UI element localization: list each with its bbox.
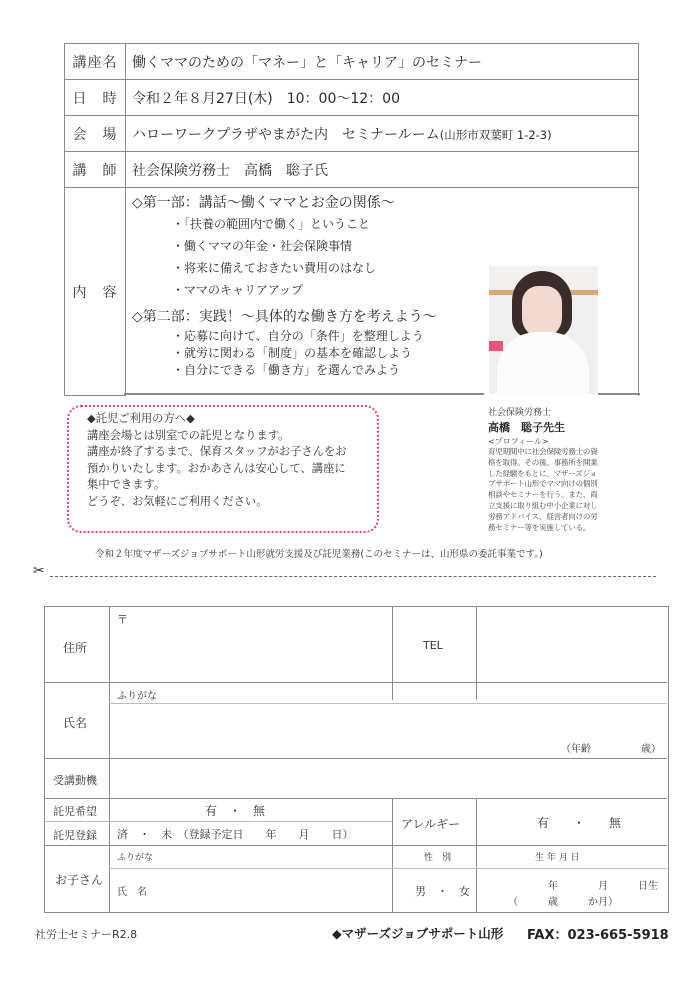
child-furigana-label: ふりがな bbox=[117, 853, 154, 863]
form-divider bbox=[109, 703, 667, 704]
profile-line: 立支援に取り組む中小企業に対し bbox=[488, 500, 598, 510]
venue-name: ハローワークプラザやまがた内 セミナールーム bbox=[132, 126, 440, 143]
instructor-photo bbox=[489, 266, 598, 394]
row-venue bbox=[65, 116, 639, 152]
form-divider bbox=[45, 798, 667, 799]
motivation-field[interactable] bbox=[115, 761, 663, 795]
birthdate-label: 生 年 月 日 bbox=[535, 853, 580, 863]
gender-label: 性 別 bbox=[424, 853, 452, 863]
allergy-options[interactable]: 有 ・ 無 bbox=[537, 816, 622, 830]
venue bbox=[126, 116, 639, 152]
profile-line: 育児期間中に社会保険労務士の資 bbox=[488, 447, 598, 456]
form-divider bbox=[45, 821, 392, 822]
age-field[interactable]: （年齢 歳） bbox=[561, 744, 661, 755]
part1-item: ・将来に備えておきたい費用のはなし bbox=[172, 261, 377, 275]
name-field[interactable] bbox=[115, 706, 545, 754]
form-divider bbox=[476, 798, 477, 912]
child-name-field[interactable] bbox=[155, 872, 385, 908]
gender-options[interactable]: 男 ・ 女 bbox=[415, 885, 470, 898]
part2-item: ・自分にできる「働き方」を選んでみよう bbox=[172, 363, 401, 377]
childcare-notice bbox=[67, 405, 379, 533]
form-divider bbox=[45, 845, 667, 846]
instructor-profile bbox=[488, 405, 613, 533]
scissors-icon: ✂ bbox=[33, 563, 45, 579]
footnote: 令和２年度マザーズジョブサポート山形就労支援及び託児業務(このセミナーは、山形県の委託事業です。) bbox=[95, 549, 543, 560]
childcare-request-options[interactable]: 有 ・ 無 bbox=[205, 804, 266, 818]
child-age-field[interactable]: （ 歳 か月） bbox=[508, 897, 618, 908]
childcare-line: 講座が終了するまで、保育スタッフがお子さんをお bbox=[87, 445, 347, 459]
tel-label: TEL bbox=[423, 639, 443, 652]
name-label: 氏名 bbox=[63, 716, 88, 730]
part1-item: ・働くママの年金・社会保険事情 bbox=[172, 239, 353, 253]
organization-name: ◆マザーズジョブサポート山形 bbox=[332, 926, 504, 941]
form-divider bbox=[109, 868, 667, 869]
label-course-name: 講座名 bbox=[65, 44, 126, 80]
profile-line: 相談やセミナーを行う。また、両 bbox=[488, 490, 598, 500]
profile-line: ブサポート山形でママ向けの個別 bbox=[488, 479, 598, 489]
instructor-name: 高橋 聡子先生 bbox=[488, 421, 565, 434]
childcare-request-label: 託児希望 bbox=[53, 805, 97, 818]
row-datetime bbox=[65, 80, 639, 116]
form-divider bbox=[45, 682, 667, 683]
form-divider bbox=[392, 798, 393, 912]
form-divider bbox=[45, 758, 667, 759]
form-divider bbox=[109, 607, 110, 912]
document-code: 社労士セミナーR2.8 bbox=[35, 928, 138, 941]
address-label: 住所 bbox=[63, 641, 88, 655]
datetime: 令和２年８月27日(木) 10：00～12：00 bbox=[126, 80, 639, 116]
row-title bbox=[65, 44, 639, 80]
name-furigana-field[interactable] bbox=[205, 685, 655, 701]
instructor-title: 社会保険労務士 bbox=[488, 408, 552, 418]
table-bottom-border bbox=[598, 393, 640, 395]
child-name-label: 氏 名 bbox=[117, 887, 147, 898]
table-bottom-border bbox=[124, 393, 484, 395]
profile-line: 格を取得。その後、事務所を開業 bbox=[488, 457, 598, 467]
part2-heading: ◇第二部：実践！～具体的な働き方を考えよう～ bbox=[132, 309, 437, 325]
motivation-label: 受講動機 bbox=[53, 774, 97, 787]
fax-number: FAX：023-665-5918 bbox=[527, 928, 669, 943]
part1-item: ・ママのキャリアアップ bbox=[172, 283, 304, 297]
childcare-registration-label: 託児登録 bbox=[53, 829, 97, 842]
part2-item: ・就労に関わる「制度」の基本を確認しよう bbox=[172, 346, 413, 360]
childcare-heading: ◆託児ご利用の方へ◆ bbox=[87, 412, 195, 425]
childcare-line: 預かりいたします。おかあさんは安心して、講座に bbox=[87, 461, 346, 475]
cut-line bbox=[50, 576, 656, 577]
profile-line: 労務アドバイス、経営者向けの労 bbox=[488, 511, 598, 521]
childcare-line: 講座会場とは別室での託児となります。 bbox=[87, 428, 290, 442]
label-datetime: 日 時 bbox=[65, 80, 126, 116]
application-form bbox=[44, 606, 669, 913]
profile-line: した経験をもとに、マザーズジョ bbox=[488, 468, 597, 478]
label-instructor: 講 師 bbox=[65, 152, 126, 188]
part1-item: ・「扶養の範囲内で働く」ということ bbox=[172, 217, 371, 231]
childcare-registration-options[interactable]: 済 ・ 未 （登録予定日 年 月 日） bbox=[117, 828, 354, 841]
profile-line: 務セミナー等を実施している。 bbox=[488, 522, 591, 532]
course-name: 働くママのための「マネー」と「キャリア」のセミナー bbox=[126, 44, 639, 80]
childcare-line: 集中できます。 bbox=[87, 478, 166, 492]
venue-address: (山形市双葉町 1-2-3) bbox=[439, 127, 552, 142]
postal-mark: 〒 bbox=[117, 613, 128, 626]
allergy-label: アレルギー bbox=[401, 817, 461, 831]
tel-field[interactable] bbox=[479, 610, 664, 680]
label-content: 内 容 bbox=[65, 188, 126, 396]
birthdate-field[interactable]: 年 月 日生 bbox=[548, 881, 658, 892]
profile-label: <プロフィール> bbox=[488, 437, 549, 446]
child-label: お子さん bbox=[55, 873, 104, 887]
row-instructor bbox=[65, 152, 639, 188]
part1-heading: ◇第一部：講話～働くママとお金の関係～ bbox=[132, 195, 395, 211]
label-venue: 会 場 bbox=[65, 116, 126, 152]
childcare-line: どうぞ、お気軽にご利用ください。 bbox=[87, 494, 268, 508]
instructor: 社会保険労務士 高橋 聡子氏 bbox=[126, 152, 639, 188]
name-furigana-label: ふりがな bbox=[117, 691, 157, 702]
part2-item: ・応募に向けて、自分の「条件」を整理しよう bbox=[172, 329, 424, 343]
address-field[interactable] bbox=[117, 611, 387, 679]
